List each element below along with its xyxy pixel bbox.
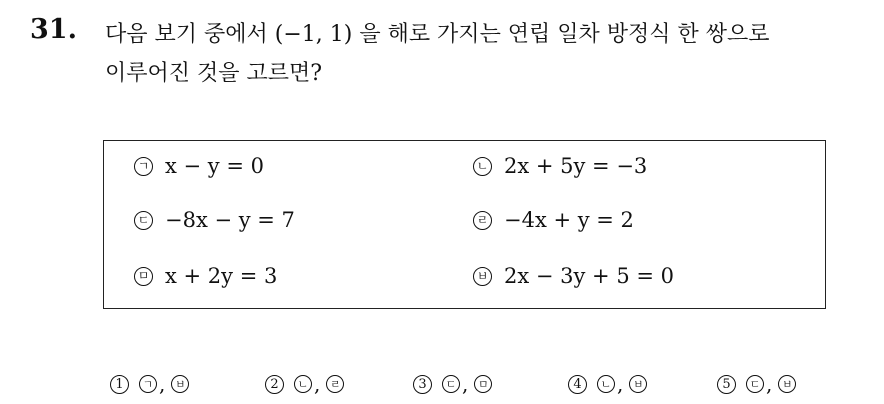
circled-mark: ㅂ xyxy=(778,375,796,393)
answer-choice-3[interactable]: 3 ㄷ , ㅁ xyxy=(413,372,492,396)
choice-number: 2 xyxy=(265,375,284,394)
circled-mark: ㄴ xyxy=(294,375,312,393)
equation: −4x + y = 2 xyxy=(504,208,634,232)
example-item-6 xyxy=(473,264,674,288)
circled-mark: ㅁ xyxy=(134,267,153,286)
equation: x + 2y = 3 xyxy=(165,264,278,288)
answer-choice-5[interactable]: 5 ㄷ , ㅂ xyxy=(717,372,796,396)
question-text-line-1: 다음 보기 중에서 (−1, 1) 을 해로 가지는 연립 일차 방정식 한 쌍으로 xyxy=(105,22,770,47)
choice-number: 1 xyxy=(110,375,129,394)
answer-choice-1[interactable]: 1 ㄱ , ㅂ xyxy=(110,372,189,396)
answer-choices xyxy=(0,372,884,402)
example-item-4 xyxy=(473,208,634,232)
circled-mark: ㄷ xyxy=(134,211,153,230)
choice-number: 5 xyxy=(717,375,736,394)
answer-choice-2[interactable]: 2 ㄴ , ㄹ xyxy=(265,372,344,396)
answer-choice-4[interactable]: 4 ㄴ , ㅂ xyxy=(568,372,647,396)
equation: 2x + 5y = −3 xyxy=(504,154,648,178)
circled-mark: ㄱ xyxy=(134,157,153,176)
circled-mark: ㄷ xyxy=(746,375,764,393)
circled-mark: ㅁ xyxy=(474,375,492,393)
choice-number: 3 xyxy=(413,375,432,394)
circled-mark: ㄱ xyxy=(139,375,157,393)
equation: −8x − y = 7 xyxy=(165,208,295,232)
example-box xyxy=(103,140,826,309)
circled-mark: ㅂ xyxy=(629,375,647,393)
example-item-5 xyxy=(134,264,277,288)
question-number: 31. xyxy=(30,14,77,45)
equation: x − y = 0 xyxy=(165,154,264,178)
circled-mark: ㄷ xyxy=(442,375,460,393)
circled-mark: ㅂ xyxy=(171,375,189,393)
example-item-2 xyxy=(473,154,647,178)
circled-mark: ㅂ xyxy=(473,267,492,286)
equation: 2x − 3y + 5 = 0 xyxy=(504,264,674,288)
circled-mark: ㄹ xyxy=(326,375,344,393)
circled-mark: ㄹ xyxy=(473,211,492,230)
example-item-3 xyxy=(134,208,295,232)
circled-mark: ㄴ xyxy=(473,157,492,176)
circled-mark: ㄴ xyxy=(597,375,615,393)
choice-number: 4 xyxy=(568,375,587,394)
question-text-line-2: 이루어진 것을 고르면? xyxy=(105,61,323,86)
example-item-1 xyxy=(134,154,264,178)
